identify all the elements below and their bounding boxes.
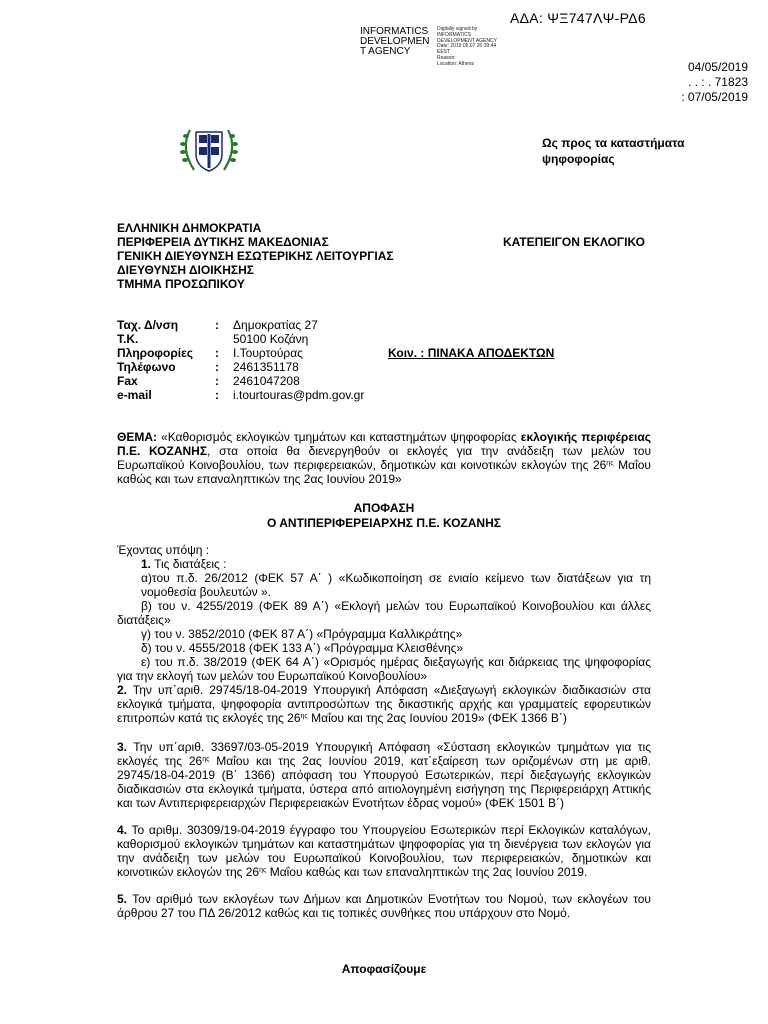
signature-line: Digitally signed by xyxy=(437,26,478,32)
item-1-e: ε) του π.δ. 38/2019 (ΦΕΚ 64 Α΄) «Ορισμός ημέρας διεξαγωγής και διάρκειας της ψηφοφορίας για την εκλογή των μελών του Ευρωπαϊκού Κοινοβουλίου» xyxy=(117,655,651,683)
item-2: 2. Την υπ΄αριθ. 29745/18-04-2019 Υπουργική Απόφαση «Διεξαγωγή εκλογικών διαδικασιών στα εκλογικά τμήματα, ψηφοφορία αντιπροσώπων της δικαστικής αρχής και γραμματείς εφορευτικών επιτροπών κατά τις εκλογές της $26^{\eta\varsigma}$ Μαΐου και της 2ας Ιουνίου 2019» (ΦΕΚ 1366 Β΄) xyxy=(117,683,651,725)
header-line: ΠΕΡΙΦΕΡΕΙΑ ΔΥΤΙΚΗΣ ΜΑΚΕΔΟΝΙΑΣ xyxy=(117,235,329,249)
greek-coat-of-arms-icon xyxy=(176,122,242,176)
header-line: ΔΙΕΥΘΥΝΣΗ ΔΙΟΙΚΗΣΗΣ xyxy=(117,263,254,277)
recipients-note: Κοιν. : ΠΙΝΑΚΑ ΑΠΟΔΕΚΤΩΝ xyxy=(388,346,555,360)
colon: : xyxy=(215,318,219,332)
decision-subtitle: Ο ΑΝΤΙΠΕΡΙΦΕΡΕΙΑΡΧΗΣ Π.Ε. ΚΟΖΑΝΗΣ xyxy=(267,516,501,530)
fax-value: 2461047208 xyxy=(233,374,300,388)
item-4: 4. Το αριθμ. 30309/19-04-2019 έγγραφο του Υπουργείου Εσωτερικών περί Εκλογικών καταλόγων, καθορισμού εκλογικών τμημάτων και καταστημάτων ψηφοφορίας για τη διενέργεια των εκλογών για την ανάδειξη των μελών του Ευρωπαϊκού Κοινοβουλίου, των περιφερειακών, δημοτικών και κοινοτικών εκλογών της $26^{\eta\varsigma}$ Μαΐου καθώς και των επαναληπτικών της 2ας Ιουνίου 2019. xyxy=(117,823,651,879)
contact-row-phone xyxy=(117,360,364,374)
item-1 xyxy=(117,557,651,683)
decision-title: ΑΠΟΦΑΣΗ xyxy=(353,501,415,515)
contact-row-info xyxy=(117,346,364,360)
email-value: i.tourtouras@pdm.gov.gr xyxy=(233,388,365,402)
header-line: ΕΛΛΗΝΙΚΗ ΔΗΜΟΚΡΑΤΙΑ xyxy=(117,221,262,235)
recipient-note: Ως προς τα καταστήματα ψηφοφορίας xyxy=(542,136,685,166)
item-5: 5. Τον αριθμό των εκλογέων των Δήμων και Δημοτικών Ενοτήτων του Νομού, των εκλογέων του άρθρου 27 του ΠΔ 26/2012 καθώς και τις τοπικές συνθήκες που υπάρχουν στο Νομό. xyxy=(117,892,651,920)
subject-label: ΘΕΜΑ: xyxy=(117,430,157,444)
contact-row-address xyxy=(117,318,364,332)
colon: : xyxy=(215,346,219,360)
item-1-title: 1. Τις διατάξεις : xyxy=(141,557,227,571)
contact-row-tk xyxy=(117,332,364,346)
signature-line: Date: 2019.05.07 20:39:44 xyxy=(437,43,497,50)
signature-line: EEST xyxy=(437,49,451,56)
document-date: 04/05/2019 xyxy=(687,60,748,74)
info-value: Ι.Τουρτούρας xyxy=(233,346,303,360)
header-line: ΓΕΝΙΚΗ ΔΙΕΥΘΥΝΣΗ ΕΣΩΤΕΡΙΚΗΣ ΛΕΙΤΟΥΡΓΙΑΣ xyxy=(117,249,394,263)
item-1-d: δ) του ν. 4555/2018 (ΦΕΚ 133 Α΄) «Πρόγραμμα Κλεισθένης» xyxy=(141,641,464,655)
item-1-a: α)του π.δ. 26/2012 (ΦΕΚ 57 Α΄ ) «Κωδικοποίηση σε ενιαίο κείμενο των διατάξεων για τη νομοθεσία βουλευτών ». xyxy=(141,571,651,599)
considering-heading: Έχοντας υπόψη : xyxy=(117,543,210,557)
posting-date: : 07/05/2019 xyxy=(681,90,748,104)
subject-region: εκλογικής περιφέρειας Π.Ε. ΚΟΖΑΝΗΣ xyxy=(117,430,651,458)
protocol-number: . . : . 71823 xyxy=(687,75,748,89)
signature-line: Location: Athens xyxy=(437,60,474,67)
authority-header xyxy=(117,221,394,291)
phone-label: Τηλέφωνο xyxy=(117,360,176,374)
tk-value: 50100 Κοζάνη xyxy=(233,332,309,346)
contact-block xyxy=(117,318,364,402)
contact-row-fax xyxy=(117,374,364,388)
fax-label: Fax xyxy=(117,374,138,388)
contact-row-email xyxy=(117,388,364,402)
address-label: Ταχ. Δ/νση xyxy=(117,318,179,332)
signature-line: INFORMATICS xyxy=(437,31,472,38)
tk-label: Τ.Κ. xyxy=(117,332,139,346)
signature-name: INFORMATICS DEVELOPMEN T AGENCY xyxy=(360,26,430,57)
email-label: e-mail xyxy=(117,388,152,402)
address-value: Δημοκρατίας 27 xyxy=(233,318,318,332)
decide-heading: Αποφασίζουμε xyxy=(341,962,427,976)
colon: : xyxy=(215,388,219,402)
item-3: 3. Την υπ΄αριθ. 33697/03-05-2019 Υπουργική Απόφαση «Σύσταση εκλογικών τμημάτων για τις εκλογές της $26^{\eta\varsigma}$ Μαΐου και της 2ας Ιουνίου 2019, κατ΄εξαίρεση των οριζομένων στη με αριθ. 29745/18-04-2019 (Β΄ 1366) απόφαση του Υπουργού Εσωτερικών, περί διεξαγωγής εκλογικών διαδικασιών στα εκλογικά τμήματα, ύστερα από αιτιολογημένη εισήγηση της Περιφερειάρχη Αττικής και των Αντιπεριφερειαρχών Περιφερειακών Ενοτήτων έδρας νομού» (ΦΕΚ 1501 Β΄) xyxy=(117,740,652,810)
date-block xyxy=(600,60,748,105)
subject-paragraph: ΘΕΜΑ: «Καθορισμός εκλογικών τμημάτων και καταστημάτων ψηφοφορίας εκλογικής περιφέρειας Π.Ε. ΚΟΖΑΝΗΣ, στα οποία θα διενεργηθούν οι εκλογές για την ανάδειξη των μελών του Ευρωπαϊκού Κοινοβουλίου, των περιφερειακών, δημοτικών και κοινοτικών εκλογών της $26^{\eta\varsigma}$ Μαΐου καθώς και των επαναληπτικών της 2ας Ιουνίου 2019» xyxy=(117,430,652,486)
urgent-label: ΚΑΤΕΠΕΙΓΟΝ ΕΚΛΟΓΙΚΟ xyxy=(503,235,645,249)
signature-details xyxy=(437,27,547,68)
signature-line: Reason: xyxy=(437,54,456,61)
phone-value: 2461351178 xyxy=(233,360,299,374)
ada-code: ΑΔΑ: ΨΞ747ΛΨ-ΡΔ6 xyxy=(510,10,646,26)
header-line: ΤΜΗΜΑ ΠΡΟΣΩΠΙΚΟΥ xyxy=(117,277,245,291)
signature-line: DEVELOPMENT AGENCY xyxy=(437,37,497,44)
info-label: Πληροφορίες xyxy=(117,346,194,360)
item-1-c: γ) του ν. 3852/2010 (ΦΕΚ 87 Α΄) «Πρόγραμμα Καλλικράτης» xyxy=(141,627,463,641)
item-1-b: β) του ν. 4255/2019 (ΦΕΚ 89 Α΄) «Εκλογή μελών του Ευρωπαϊκού Κοινοβουλίου και άλλες διατάξεις» xyxy=(117,599,651,627)
colon: : xyxy=(215,374,219,388)
colon: : xyxy=(215,360,219,374)
